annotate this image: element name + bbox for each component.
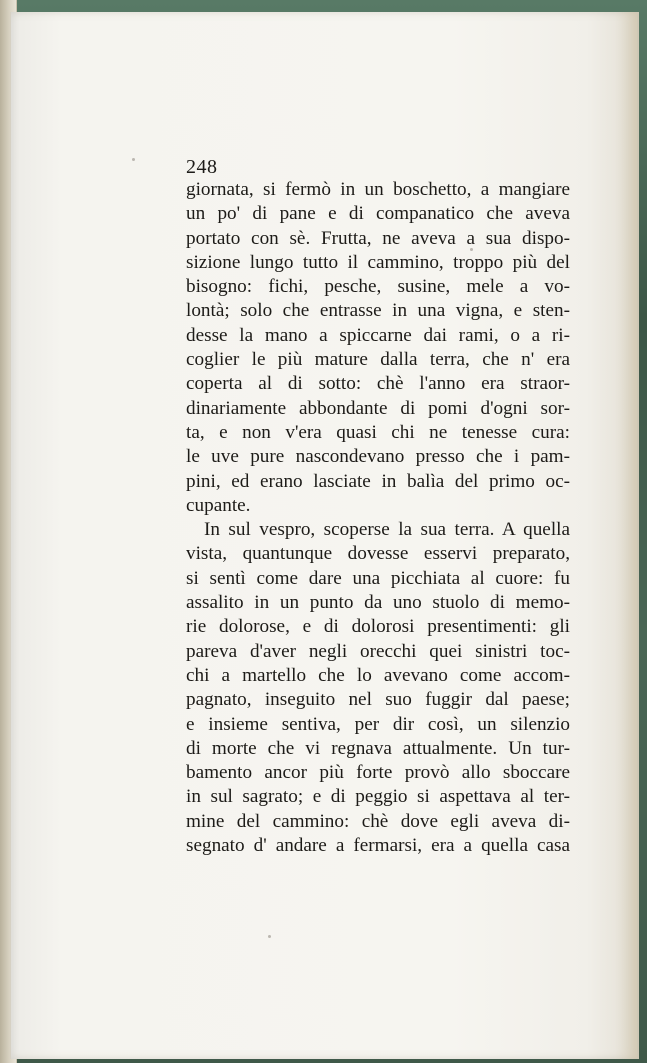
text-line: di morte che vi regnava attualmente. Un tur- [186, 737, 570, 759]
text-line: assalito in un punto da uno stuolo di memo- [186, 592, 570, 614]
text-line: e insieme sentiva, per dir così, un silenzio [186, 713, 570, 735]
text-line: bamento ancor più forte provò allo sboccare [186, 762, 570, 784]
paper-speck [470, 248, 473, 251]
text-line: sizione lungo tutto il cammino, troppo più del [186, 251, 570, 273]
text-line: vista, quantunque dovesse esservi preparato, [186, 543, 570, 565]
text-line: pini, ed erano lasciate in balìa del primo oc- [186, 470, 570, 492]
text-line: le uve pure nascondevano presso che i pam- [186, 446, 570, 468]
text-line: dinariamente abbondante di pomi d'ogni sor- [186, 397, 570, 419]
text-line: lontà; solo che entrasse in una vigna, e sten- [186, 300, 570, 322]
body-text [186, 178, 570, 858]
text-line: portato con sè. Frutta, ne aveva a sua dispo- [186, 227, 570, 249]
paper-speck [132, 158, 135, 161]
page-gutter-shadow [615, 12, 637, 1059]
text-line: In sul vespro, scoperse la sua terra. A quella [204, 519, 570, 541]
text-line: in sul sagrato; e di peggio si aspettava al ter- [186, 786, 570, 808]
text-line: cupante. [186, 494, 251, 516]
paper-speck [268, 935, 271, 938]
text-line: coperta al di sotto: chè l'anno era straor- [186, 373, 570, 395]
text-line: chi a martello che lo avevano come accom- [186, 664, 570, 686]
text-line: si sentì come dare una picchiata al cuore: fu [186, 567, 570, 589]
text-line: pareva d'aver negli orecchi quei sinistri toc- [186, 640, 570, 662]
text-line: bisogno: fichi, pesche, susine, mele a vo- [186, 276, 570, 298]
text-line: desse la mano a spiccarne dai rami, o a ri- [186, 324, 570, 346]
text-line: ta, e non v'era quasi chi ne tenesse cura: [186, 421, 570, 443]
text-line: un po' di pane e di companatico che aveva [186, 203, 570, 225]
text-line: giornata, si fermò in un boschetto, a mangiare [186, 179, 570, 200]
text-line: rie dolorose, e di dolorosi presentimenti: gli [186, 616, 570, 638]
text-line: mine del cammino: chè dove egli aveva di- [186, 810, 570, 832]
text-line: segnato d' andare a fermarsi, era a quella casa [186, 835, 570, 857]
text-line: pagnato, inseguito nel suo fuggir dal paese; [186, 689, 570, 711]
page-number: 248 [186, 156, 218, 178]
text-line: coglier le più mature dalla terra, che n' era [186, 349, 570, 371]
